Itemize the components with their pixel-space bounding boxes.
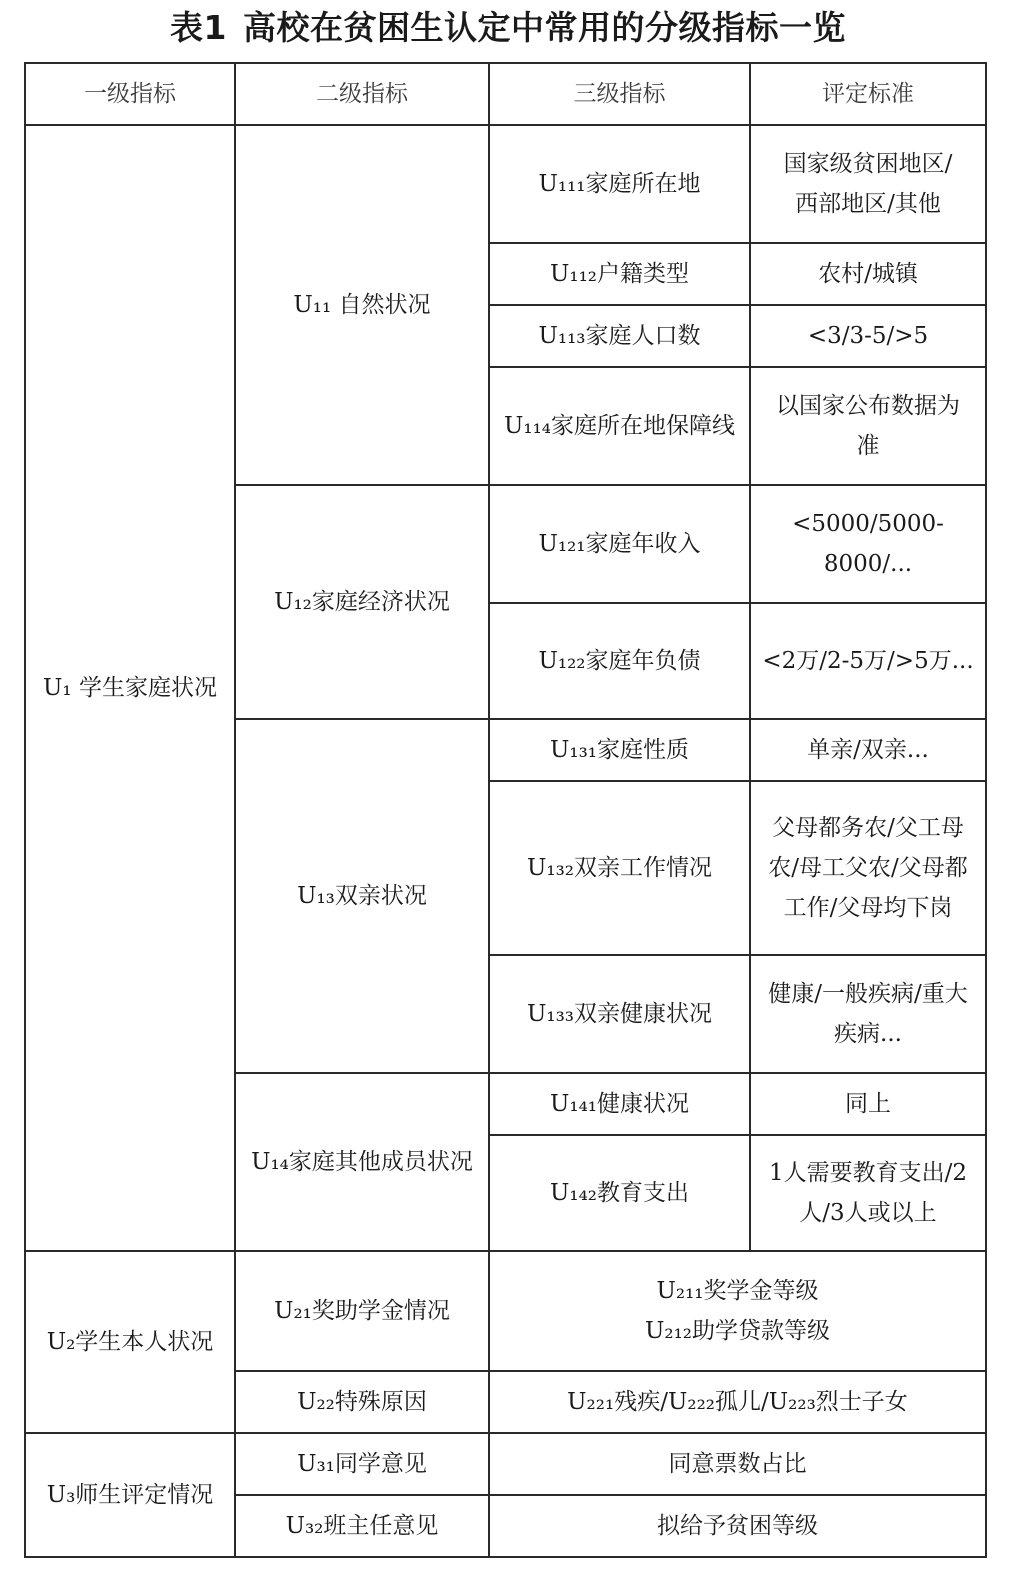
criteria-cell-u32: 拟给予贫困等级 (489, 1495, 986, 1557)
criteria-line: 健康/一般疾病/重大 (768, 981, 968, 1007)
level2-cell-u32: U₃₂班主任意见 (235, 1495, 489, 1557)
criteria-line: 农/母工父农/父母都 (768, 855, 968, 881)
level3-cell-u112: U₁₁₂户籍类型 (489, 243, 750, 305)
criteria-line: U₂₁₁奖学金等级 (656, 1278, 819, 1304)
criteria-line: 西部地区/其他 (795, 191, 941, 217)
criteria-cell-u133 (750, 955, 986, 1073)
table-caption (0, 2, 1016, 54)
level3-cell-u122: U₁₂₂家庭年负债 (489, 603, 750, 719)
criteria-cell-u22: U₂₂₁残疾/U₂₂₂孤儿/U₂₂₃烈士子女 (489, 1371, 986, 1433)
criteria-cell-u113: <3/3-5/>5 (750, 305, 986, 367)
criteria-cell-u112: 农村/城镇 (750, 243, 986, 305)
table-row (25, 1433, 986, 1495)
level2-cell-u11: U₁₁ 自然状况 (235, 125, 489, 485)
criteria-cell-u122: <2万/2-5万/>5万... (750, 603, 986, 719)
criteria-line: 准 (856, 433, 880, 459)
criteria-cell-u142 (750, 1135, 986, 1251)
level2-cell-u31: U₃₁同学意见 (235, 1433, 489, 1495)
table-number: 表1 (170, 8, 227, 47)
level1-cell-u3: U₃师生评定情况 (25, 1433, 235, 1557)
table-row (25, 125, 986, 243)
level3-cell-u111: U₁₁₁家庭所在地 (489, 125, 750, 243)
criteria-cell-u121: <5000/5000-8000/... (750, 485, 986, 603)
level2-cell-u21: U₂₁奖助学金情况 (235, 1251, 489, 1371)
level3-cell-u141: U₁₄₁健康状况 (489, 1073, 750, 1135)
header-row (25, 63, 986, 125)
level3-cell-u121: U₁₂₁家庭年收入 (489, 485, 750, 603)
level3-cell-u131: U₁₃₁家庭性质 (489, 719, 750, 781)
level2-cell-u13: U₁₃双亲状况 (235, 719, 489, 1073)
criteria-cell-u31: 同意票数占比 (489, 1433, 986, 1495)
criteria-line: 国家级贫困地区/ (783, 151, 953, 177)
level2-cell-u12: U₁₂家庭经济状况 (235, 485, 489, 719)
criteria-cell-u131: 单亲/双亲... (750, 719, 986, 781)
level3-cell-u132: U₁₃₂双亲工作情况 (489, 781, 750, 955)
indicator-table (24, 62, 987, 1558)
level1-cell-u1: U₁ 学生家庭状况 (25, 125, 235, 1251)
criteria-line: 以国家公布数据为 (776, 393, 960, 419)
criteria-cell-u114 (750, 367, 986, 485)
criteria-cell-u141: 同上 (750, 1073, 986, 1135)
criteria-line: 疾病... (834, 1021, 902, 1047)
header-level3: 三级指标 (489, 63, 750, 125)
criteria-cell-u21 (489, 1251, 986, 1371)
criteria-line: 人/3人或以上 (799, 1200, 937, 1226)
criteria-cell-u111 (750, 125, 986, 243)
level3-cell-u142: U₁₄₂教育支出 (489, 1135, 750, 1251)
criteria-line: 工作/父母均下岗 (783, 895, 953, 921)
level3-cell-u133: U₁₃₃双亲健康状况 (489, 955, 750, 1073)
level3-cell-u113: U₁₁₃家庭人口数 (489, 305, 750, 367)
table-title: 高校在贫困生认定中常用的分级指标一览 (242, 8, 846, 47)
header-level2: 二级指标 (235, 63, 489, 125)
level1-cell-u2: U₂学生本人状况 (25, 1251, 235, 1433)
criteria-line: 父母都务农/父工母 (772, 815, 964, 841)
table-row (25, 1251, 986, 1371)
header-level1: 一级指标 (25, 63, 235, 125)
criteria-line: 1人需要教育支出/2 (768, 1160, 967, 1186)
header-criteria: 评定标准 (750, 63, 986, 125)
criteria-cell-u132 (750, 781, 986, 955)
level3-cell-u114: U₁₁₄家庭所在地保障线 (489, 367, 750, 485)
level2-cell-u14: U₁₄家庭其他成员状况 (235, 1073, 489, 1251)
level2-cell-u22: U₂₂特殊原因 (235, 1371, 489, 1433)
criteria-line: U₂₁₂助学贷款等级 (644, 1318, 831, 1344)
